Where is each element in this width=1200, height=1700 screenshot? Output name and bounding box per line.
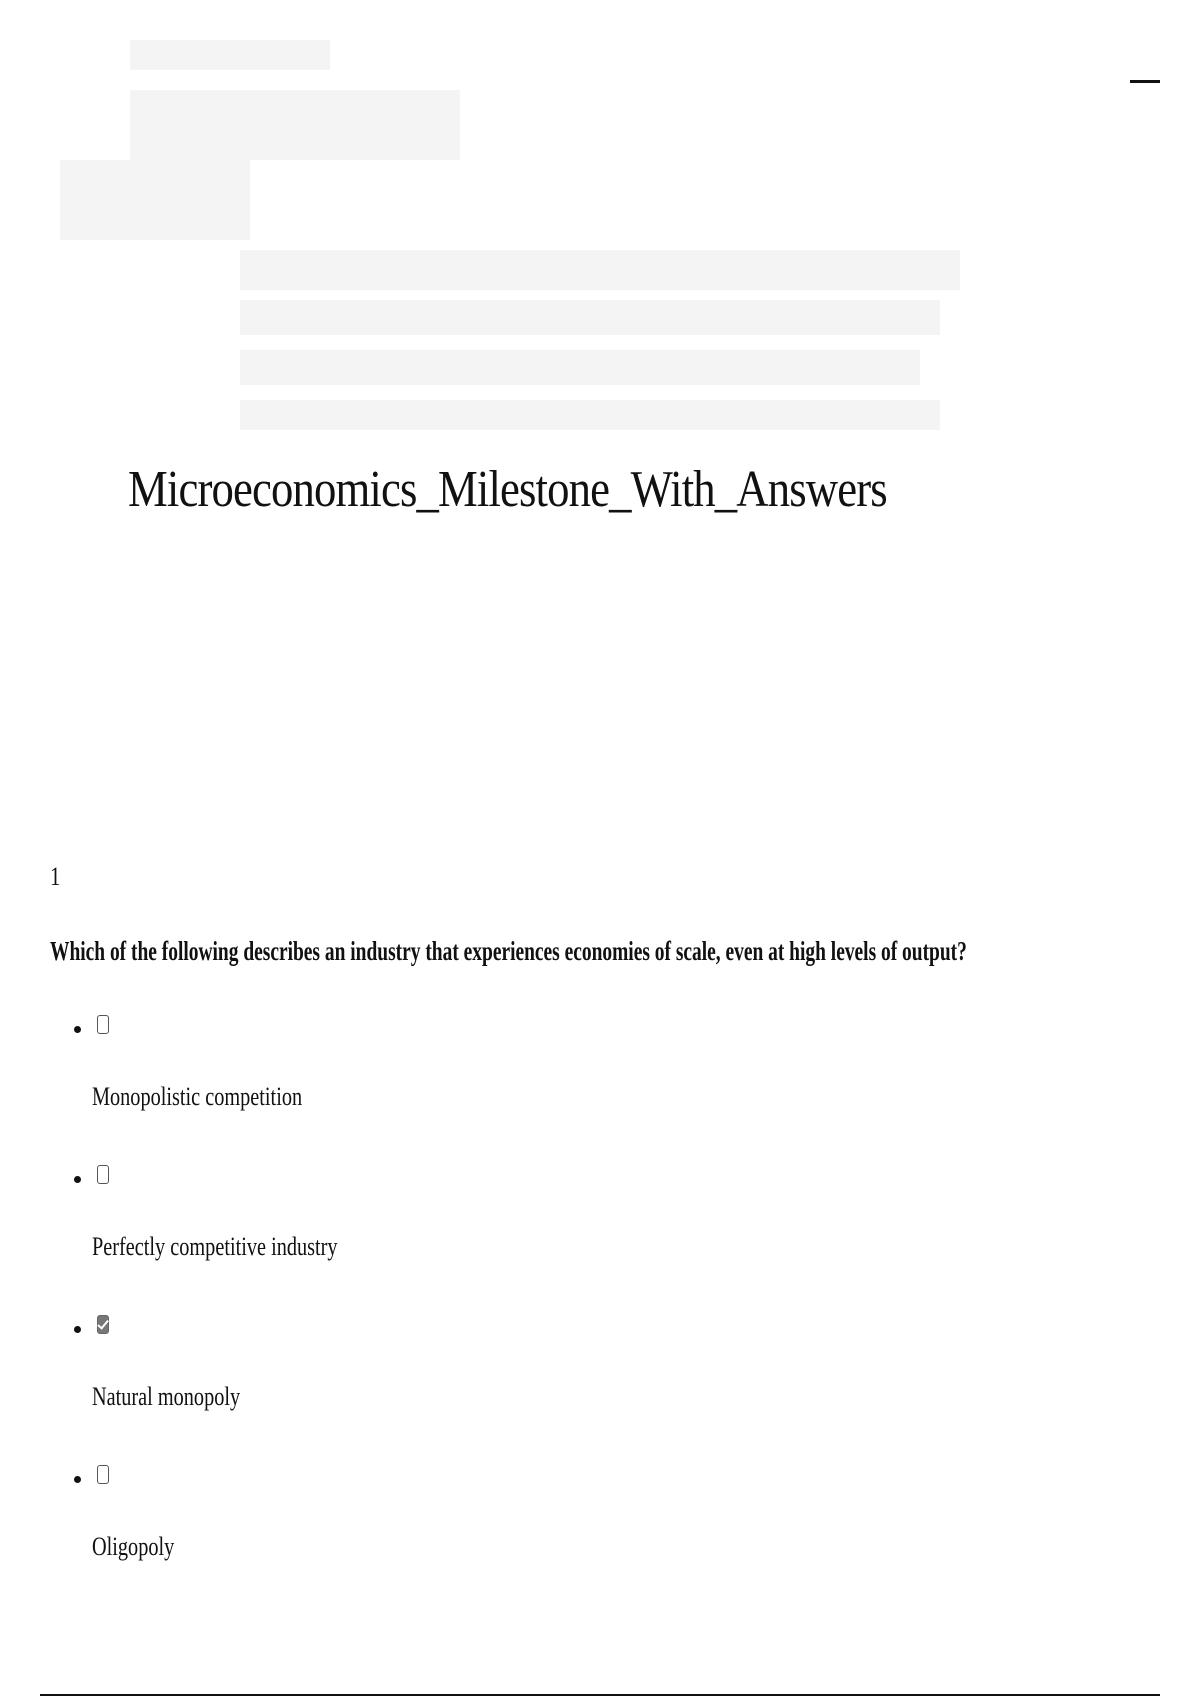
answer-option-label: Monopolistic competition	[92, 1082, 303, 1111]
answer-option-label: Natural monopoly	[92, 1382, 241, 1411]
bullet-icon	[74, 1326, 81, 1333]
answer-option[interactable]	[0, 1010, 700, 1130]
question-text: Which of the following describes an industry that experiences economies of scale, even at high levels of output?	[50, 936, 967, 966]
bullet-icon	[74, 1476, 81, 1483]
answer-checkbox[interactable]	[97, 1015, 109, 1034]
minimize-dash	[1130, 80, 1160, 83]
answer-option[interactable]	[0, 1160, 700, 1280]
answer-option-label: Oligopoly	[92, 1532, 175, 1561]
bullet-icon	[74, 1176, 81, 1183]
page-divider	[40, 1694, 1160, 1696]
answer-option-label: Perfectly competitive industry	[92, 1232, 338, 1261]
bullet-icon	[74, 1026, 81, 1033]
question-number: 1	[50, 862, 61, 891]
faded-header-watermark	[60, 20, 980, 490]
answer-option[interactable]	[0, 1310, 700, 1430]
answer-checkbox[interactable]	[97, 1465, 109, 1484]
answer-option[interactable]	[0, 1460, 700, 1580]
answer-checkbox[interactable]	[97, 1165, 109, 1184]
document-title: Microeconomics_Milestone_With_Answers	[128, 461, 887, 518]
answer-checkbox-checked[interactable]	[97, 1315, 109, 1334]
